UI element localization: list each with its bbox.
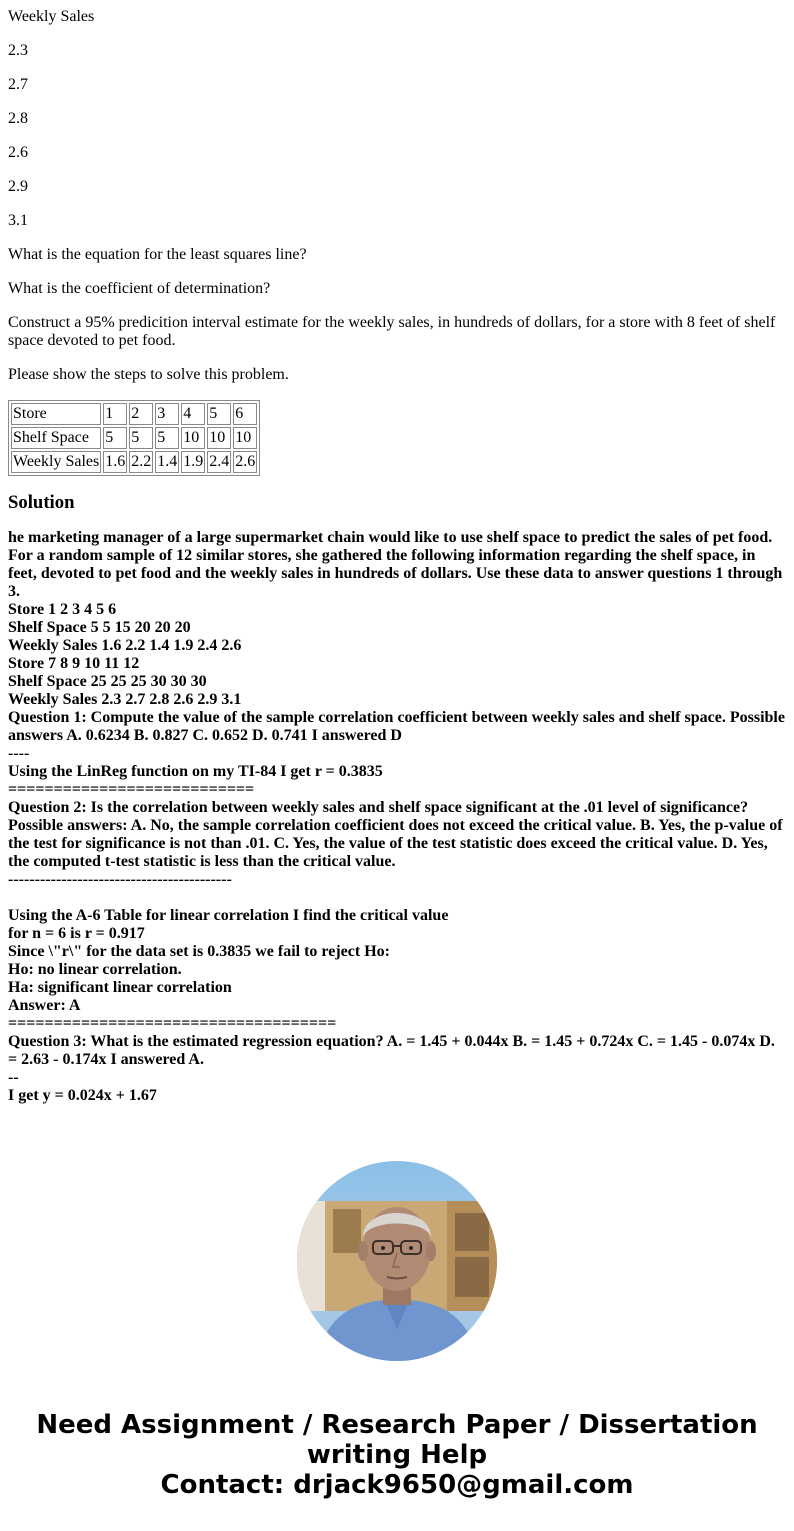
table-cell: Store	[11, 403, 101, 425]
solution-line: Using the LinReg function on my TI-84 I get r = 0.3835	[8, 763, 383, 780]
solution-line: Weekly Sales 1.6 2.2 1.4 1.9 2.4 2.6	[8, 637, 242, 654]
solution-line: ===========================	[8, 781, 255, 798]
footer-banner	[0, 1410, 794, 1500]
solution-line: Question 1: Compute the value of the sample correlation coefficient between weekly sales and shelf space. Possible answers A. 0.6234 B. 0.827 C. 0.652 D. 0.741 I answered D	[8, 709, 785, 744]
solution-line: he marketing manager of a large supermarket chain would like to use shelf space to predict the sales of pet food. For a random sample of 12 similar stores, she gathered the following information regarding the shelf space, in feet, devoted to pet food and the weekly sales in hundreds of dollars. Use these data to answer questions 1 through 3.	[8, 529, 783, 600]
table-cell: 5	[103, 427, 127, 449]
solution-line: ----	[8, 745, 30, 762]
solution-body	[8, 529, 786, 1105]
solution-line: Ho: no linear correlation.	[8, 961, 182, 978]
solution-line: Question 2: Is the correlation between weekly sales and shelf space significant at the .01 level of significance? Possible answers: A. No, the sample correlation coefficient does not exceed the critical value. B. Yes, the p-value of the test for significance is not than .01. C. Yes, the value of the test statistic does exceed the critical value. D. Yes, the computed t-test statistic is less than the critical value.	[8, 799, 783, 870]
table-cell: 3	[155, 403, 179, 425]
question-paragraph: Weekly Sales	[8, 8, 95, 25]
solution-line: Shelf Space 5 5 15 20 20 20	[8, 619, 191, 636]
solution-line: --	[8, 1069, 19, 1086]
solution-line: ====================================	[8, 1015, 337, 1032]
solution-line: Store 7 8 9 10 11 12	[8, 655, 140, 672]
question-paragraph: What is the equation for the least squares line?	[8, 246, 307, 263]
solution-line: I get y = 0.024x + 1.67	[8, 1087, 157, 1104]
table-cell: 1.9	[181, 451, 205, 473]
solution-line: Question 3: What is the estimated regression equation? A. = 1.45 + 0.044x B. = 1.45 + 0.724x C. = 1.45 - 0.074x D. = 2.63 - 0.174x I answered A.	[8, 1033, 775, 1068]
table-row	[11, 451, 257, 473]
solution-line: Using the A-6 Table for linear correlation I find the critical value	[8, 907, 449, 924]
question-paragraph: What is the coefficient of determination?	[8, 280, 271, 297]
author-portrait-image	[297, 1161, 497, 1361]
footer-line: writing Help	[306, 1440, 488, 1470]
table-cell: 1	[103, 403, 127, 425]
table-cell: 10	[233, 427, 257, 449]
table-cell: 2.6	[233, 451, 257, 473]
solution-line: Weekly Sales 2.3 2.7 2.8 2.6 2.9 3.1	[8, 691, 242, 708]
question-section	[8, 8, 786, 476]
table-cell: 2	[129, 403, 153, 425]
question-paragraph: 2.7	[8, 76, 28, 93]
table-row	[11, 427, 257, 449]
question-paragraph: 2.9	[8, 178, 28, 195]
table-row	[11, 403, 257, 425]
page-content	[0, 8, 794, 1105]
question-paragraph: 2.6	[8, 144, 28, 161]
solution-line: for n = 6 is r = 0.917	[8, 925, 145, 942]
table-cell: 2.2	[129, 451, 153, 473]
question-paragraph: Please show the steps to solve this problem.	[8, 366, 289, 383]
table-cell: 10	[181, 427, 205, 449]
data-table	[8, 400, 260, 476]
author-avatar	[297, 1161, 497, 1361]
solution-line	[8, 889, 786, 907]
table-cell: 2.4	[207, 451, 231, 473]
solution-heading: Solution	[8, 492, 75, 513]
solution-line: Answer: A	[8, 997, 81, 1014]
solution-section	[8, 492, 786, 1105]
table-cell: 5	[207, 403, 231, 425]
table-cell: 10	[207, 427, 231, 449]
solution-line: Store 1 2 3 4 5 6	[8, 601, 117, 618]
table-cell: 1.4	[155, 451, 179, 473]
table-cell: 1.6	[103, 451, 127, 473]
table-cell: 6	[233, 403, 257, 425]
question-paragraph: 3.1	[8, 212, 28, 229]
question-paragraph: Construct a 95% predicition interval estimate for the weekly sales, in hundreds of dollars, for a store with 8 feet of shelf space devoted to pet food.	[8, 314, 776, 349]
table-cell: Weekly Sales	[11, 451, 101, 473]
solution-line: Ha: significant linear correlation	[8, 979, 232, 996]
solution-line: Since \"r\" for the data set is 0.3835 we fail to reject Ho:	[8, 943, 390, 960]
solution-line: ------------------------------------------	[8, 871, 232, 888]
solution-line: Shelf Space 25 25 25 30 30 30	[8, 673, 207, 690]
question-paragraph: 2.8	[8, 110, 28, 127]
table-cell: 5	[129, 427, 153, 449]
table-cell: Shelf Space	[11, 427, 101, 449]
table-cell: 5	[155, 427, 179, 449]
question-paragraph: 2.3	[8, 42, 28, 59]
footer-contact: Contact: drjack9650@gmail.com	[160, 1470, 634, 1500]
footer-line: Need Assignment / Research Paper / Dissertation	[36, 1410, 758, 1440]
table-cell: 4	[181, 403, 205, 425]
